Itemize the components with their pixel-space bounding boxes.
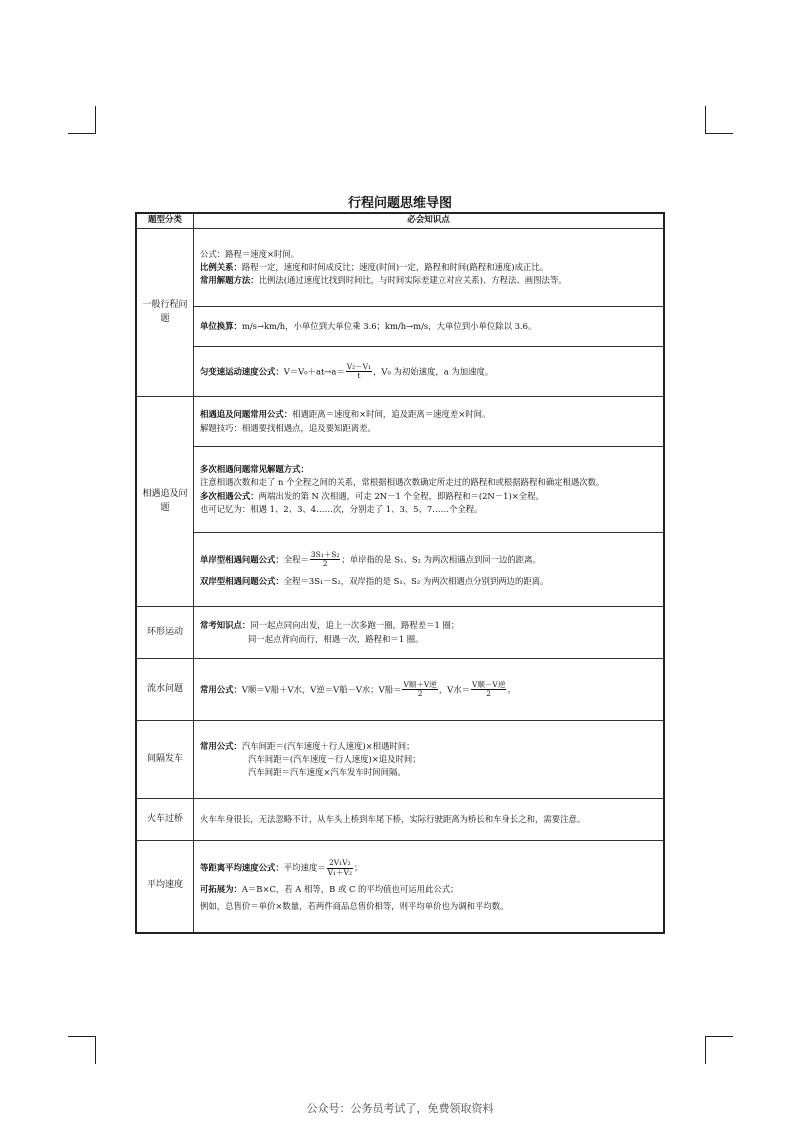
table-row <box>136 229 664 307</box>
text-label: 常考知识点： <box>200 620 251 631</box>
text-label: 常用公式： <box>200 684 242 694</box>
crop-mark-top-right <box>705 133 733 134</box>
table-row <box>136 447 664 533</box>
crop-mark-top-left <box>68 133 96 134</box>
text-line: 解题技巧：相遇要找相遇点，追及要知距离差。 <box>200 422 376 433</box>
text-line <box>200 619 657 632</box>
text-label: 多次相遇公式： <box>200 490 259 501</box>
formula-text: V＝V₀＋at→a＝ <box>283 366 345 376</box>
text-value: 汽车间距＝(汽车速度＋行人速度)×相遇时间； <box>241 740 415 751</box>
text-line <box>200 859 657 877</box>
text-value: 两端出发的第 N 次相遇，可走 2N－1 个全程，即路程和＝(2N－1)×全程。 <box>258 490 544 501</box>
category-meet: 相遇追及问题 <box>136 397 194 607</box>
text-value: 相遇距离＝速度和×时间，追及距离＝速度差×时间。 <box>292 409 491 420</box>
table-header-row <box>136 213 664 229</box>
formula-text: ，V水＝ <box>438 684 470 694</box>
table-row <box>136 533 664 607</box>
text-line <box>200 274 657 287</box>
text-line: 同一起点背向而行，相遇一次，路程和＝1 圈。 <box>248 633 424 644</box>
crop-mark-bottom-right <box>705 1036 733 1037</box>
text-label: 等距离平均速度公式： <box>200 862 284 873</box>
text-label: 单位换算： <box>200 320 242 331</box>
fraction-denominator: t <box>357 371 361 380</box>
text-label: 相遇追及问题常用公式： <box>200 409 293 420</box>
knowledge-cell <box>194 397 665 447</box>
fraction-numerator: 3S₁＋S₂ <box>310 550 340 560</box>
knowledge-cell <box>194 447 665 533</box>
knowledge-cell <box>194 659 665 721</box>
category-bus: 间隔发车 <box>136 721 194 799</box>
crop-mark-bottom-right <box>705 1036 706 1064</box>
text-line: 例如，总售价＝单价×数量，若两件商品总售价相等，则平均单价也为调和平均数。 <box>200 901 509 911</box>
table-row <box>136 659 664 721</box>
table-row <box>136 397 664 447</box>
category-general: 一般行程问题 <box>136 229 194 397</box>
text-line <box>200 490 657 503</box>
text-line <box>200 681 657 699</box>
fraction <box>327 859 353 877</box>
fraction-numerator: V顺－V逆 <box>472 679 506 689</box>
text-value: A＝B×C，若 A 相等，B 或 C 的平均值也可运用此公式； <box>241 883 459 894</box>
text-value: 路程一定，速度和时间成反比；速度(时间)一定，路程和时间(路程和速度)成正比。 <box>241 261 549 272</box>
knowledge-cell <box>194 347 665 397</box>
category-train: 火车过桥 <box>136 799 194 841</box>
text-line <box>200 363 657 381</box>
crop-mark-top-left <box>95 106 96 134</box>
page-title: 行程问题思维导图 <box>347 196 452 211</box>
fraction-denominator: 2 <box>322 559 328 569</box>
fraction <box>346 363 372 381</box>
knowledge-cell <box>194 533 665 607</box>
text-value: 比例法(通过速度比找到时间比，与时间实际差建立对应关系)、方程法、画图法等。 <box>258 275 567 285</box>
formula-text: V顺＝V船＋V水，V逆＝V船－V水；V船＝ <box>241 684 402 694</box>
text-line <box>200 883 657 896</box>
text-label: 匀变速运动速度公式： <box>200 366 284 376</box>
text-value: 全程＝3S₁－S₂，双岸指的是 S₁、S₂ 为两次相遇点分别到两边的距离。 <box>283 575 549 586</box>
text-label: 双岸型相遇问题公式： <box>200 575 284 586</box>
text-line: 汽车间距＝(汽车速度－行人速度)×追及时间； <box>248 753 421 764</box>
fraction-numerator: V顺＋V逆 <box>403 679 437 689</box>
knowledge-cell <box>194 841 665 933</box>
fraction-numerator: 2V₁V₂ <box>327 859 353 868</box>
knowledge-table <box>135 212 665 934</box>
crop-mark-top-right <box>705 106 706 134</box>
footer-note: 公众号：公务员考试了，免费领取资料 <box>306 1102 494 1115</box>
knowledge-cell <box>194 229 665 307</box>
knowledge-cell <box>194 799 665 841</box>
formula-text: 。 <box>507 684 516 694</box>
category-average-speed: 平均速度 <box>136 841 194 933</box>
fraction-denominator: 2 <box>417 689 423 698</box>
fraction-denominator: 2 <box>486 689 492 698</box>
text-line: 多次相遇问题常见解题方式： <box>200 464 309 475</box>
text-value: m/s→km/h，小单位到大单位乘 3.6；km/h→m/s，大单位到小单位除以 3.6。 <box>241 320 537 331</box>
text-label: 常用解题方法： <box>200 275 259 285</box>
text-line: 火车车身很长，无法忽略不计，从车头上桥到车尾下桥，实际行驶距离为桥长和车身长之和，需要注意。 <box>200 813 586 824</box>
knowledge-cell <box>194 307 665 347</box>
text-line: 注意相遇次数和走了 n 个全程之间的关系，常根据相遇次数确定所走过的路程和或根据路程和确定相遇次数。 <box>200 477 605 488</box>
header-knowledge: 必会知识点 <box>194 213 665 229</box>
text-line <box>200 575 657 588</box>
text-line <box>200 261 657 274</box>
text-line <box>200 320 657 333</box>
text-label: 常用公式： <box>200 740 242 751</box>
category-flow: 流水问题 <box>136 659 194 721</box>
text-value: 同一起点同向出发，追上一次多跑一圈，路程差＝1 圈； <box>250 620 460 631</box>
text-line <box>200 408 657 421</box>
table-row <box>136 307 664 347</box>
text-line: 公式：路程＝速度×时间。 <box>200 248 300 259</box>
fraction <box>402 681 437 699</box>
fraction <box>310 551 341 569</box>
fraction <box>471 681 506 699</box>
table-row <box>136 607 664 659</box>
fraction-numerator: V₂－V₁ <box>346 361 372 371</box>
table-row <box>136 841 664 933</box>
formula-text: ，V₀ 为初始速度，a 为加速度。 <box>373 366 494 376</box>
table-row <box>136 799 664 841</box>
fraction-denominator: V₁＋V₂ <box>327 867 352 877</box>
table-row <box>136 721 664 799</box>
table-row <box>136 347 664 397</box>
text-label: 可拓展为： <box>200 883 242 894</box>
text-line: 汽车间距＝汽车速度×汽车发车时间间隔。 <box>248 767 406 777</box>
text-label: 单岸型相遇问题公式： <box>200 554 284 565</box>
formula-text: 全程＝ <box>283 554 309 565</box>
header-category: 题型分类 <box>136 213 194 229</box>
formula-text: ； <box>353 862 363 873</box>
crop-mark-bottom-left <box>68 1036 96 1037</box>
text-line <box>200 551 657 569</box>
formula-text: ；单岸指的是 S₁、S₂ 为两次相遇点到同一边的距离。 <box>341 554 541 565</box>
formula-text: 平均速度＝ <box>283 862 326 873</box>
category-ring: 环形运动 <box>136 607 194 659</box>
knowledge-cell <box>194 607 665 659</box>
text-line: 也可记忆为：相遇 1、2、3、4……次，分别走了 1、3、5、7……个全程。 <box>200 503 483 514</box>
knowledge-cell <box>194 721 665 799</box>
crop-mark-bottom-left <box>95 1036 96 1064</box>
text-label: 比例关系： <box>200 261 242 272</box>
text-line <box>200 740 657 753</box>
